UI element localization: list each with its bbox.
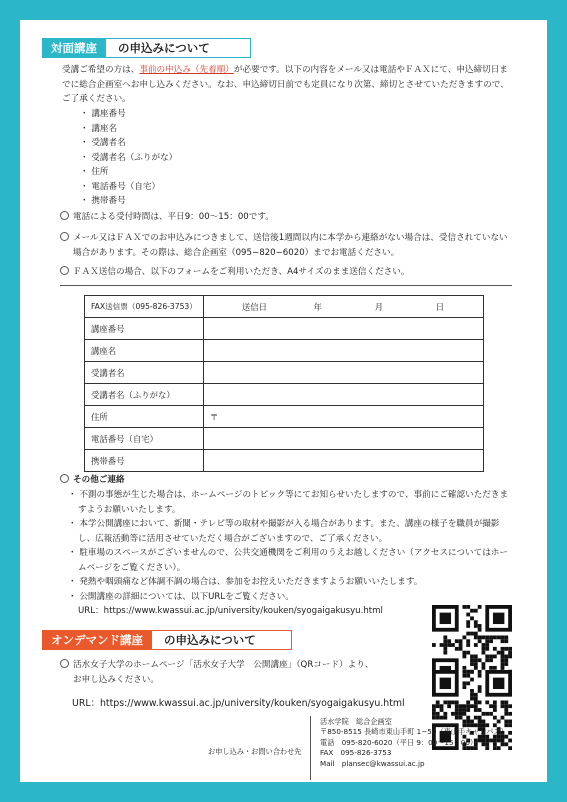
year-label: 年 xyxy=(313,301,323,312)
contact-address: 〒850-8515 長崎市東山手町 1−50（東山手キャンパス） xyxy=(320,727,508,737)
on-demand-line-2: お申し込みください。 xyxy=(73,674,159,685)
row-label: 講座番号 xyxy=(85,318,204,340)
divider xyxy=(60,285,512,286)
intro-highlight: 事前の申込み（先着順） xyxy=(139,65,234,75)
other-notices xyxy=(68,488,512,619)
section-header-in-person xyxy=(42,38,251,58)
row-label: 住所 xyxy=(85,406,204,428)
circle-bullet-icon xyxy=(60,659,69,668)
contact-info xyxy=(320,717,508,769)
list-item: ・ 講座名 xyxy=(80,122,177,137)
table-row xyxy=(85,362,484,384)
day-label: 日 xyxy=(435,301,445,312)
contact-mail[interactable]: Mail plansec@kwassui.ac.jp xyxy=(320,758,425,768)
section-title: の申込みについて xyxy=(106,38,251,58)
field-course-number[interactable] xyxy=(203,318,483,340)
note-text: ＦＡＸ送信の場合、以下のフォームをご利用いただき、A4サイズのまま送信ください。 xyxy=(73,267,410,277)
on-demand-text xyxy=(60,658,440,687)
row-label: 電話番号（自宅） xyxy=(85,428,204,450)
note-1 xyxy=(60,210,512,225)
details-url-link[interactable]: URL：https://www.kwassui.ac.jp/university/kouken/syogaigakusyu.html xyxy=(78,606,383,616)
table-row xyxy=(85,340,484,362)
section-tag: 対面講座 xyxy=(42,38,106,58)
list-item: ・ 住所 xyxy=(80,165,177,180)
document-sheet xyxy=(20,20,547,782)
fax-header-label: FAX送信票（095-826-3753） xyxy=(85,296,204,318)
list-item: ・ 講座番号 xyxy=(80,107,177,122)
footer-divider xyxy=(310,716,311,780)
required-items-list xyxy=(80,107,177,209)
field-address[interactable] xyxy=(203,406,483,428)
table-row xyxy=(85,428,484,450)
circle-bullet-icon xyxy=(60,474,69,483)
list-item: ・ 受講者名（ふりがな） xyxy=(80,151,177,166)
contact-org: 活水学院 総合企画室 xyxy=(320,717,392,726)
month-label: 月 xyxy=(374,301,384,312)
circle-bullet-icon xyxy=(60,211,69,220)
fax-form-table xyxy=(84,295,484,472)
contact-tel: 電話 095-820-6020（平日 9：00〜15：00） xyxy=(320,737,478,747)
circle-bullet-icon xyxy=(60,266,69,275)
note-3 xyxy=(60,265,512,280)
table-row xyxy=(85,406,484,428)
field-course-name[interactable] xyxy=(203,340,483,362)
row-label: 携帯番号 xyxy=(85,450,204,472)
intro-after: が必要です。以下の内容をメール又は電話やＦＡＸにて、申込締切日までに総合企画室へお申し込みください。なお、申込締切日前でも定員になり次第、締切とさせていただきますので、ご了承ください。 xyxy=(62,65,509,104)
on-demand-url-link[interactable]: URL：https://www.kwassui.ac.jp/university/kouken/syogaigakusyu.html xyxy=(72,698,405,709)
send-date-label: 送信日 xyxy=(241,301,267,312)
field-mobile-phone[interactable] xyxy=(203,450,483,472)
list-item: ・ 本学公開講座において、新聞・テレビ等の取材や撮影が入る場合があります。また、講座の様子を職員が撮影し、広報活動等に活用させていただく場合がございますので、ご了承ください。 xyxy=(68,517,512,546)
list-item: ・ 受講者名 xyxy=(80,136,177,151)
contact-label: お申し込み・お問い合わせ先 xyxy=(208,747,302,756)
note-text: 電話による受付時間は、平日9：00〜15：00です。 xyxy=(73,212,274,222)
list-item: ・ 発熱や咽頭痛など体調不調の場合は、参加をお控えいただきますようお願いいたします。 xyxy=(68,575,512,590)
field-home-phone[interactable] xyxy=(203,428,483,450)
intro-before: 受講ご希望の方は、 xyxy=(62,65,140,75)
intro-text xyxy=(62,63,510,107)
other-heading xyxy=(60,473,125,488)
list-item: ・ 電話番号（自宅） xyxy=(80,180,177,195)
list-item: ・ 携帯番号 xyxy=(80,194,177,209)
section-title: の申込みについて xyxy=(152,630,292,650)
row-label: 受講者名 xyxy=(85,362,204,384)
list-item: ・ 不測の事態が生じた場合は、ホームページのトピック等にてお知らせいたしますので、事前にご確認いただきますようお願いいたします。 xyxy=(68,488,512,517)
row-label: 講座名 xyxy=(85,340,204,362)
send-date-cell[interactable] xyxy=(203,296,483,318)
table-row xyxy=(85,450,484,472)
list-item: ・ 公開講座の詳細については、以下URLをご覧ください。 xyxy=(68,590,512,605)
other-heading-text: その他ご連絡 xyxy=(73,475,125,485)
field-attendee-furigana[interactable] xyxy=(203,384,483,406)
circle-bullet-icon xyxy=(60,232,69,241)
on-demand-line-1: 活水女子大学のホームページ「活水女子大学 公開講座」（QRコード）より、 xyxy=(73,660,374,670)
row-label: 受講者名（ふりがな） xyxy=(85,384,204,406)
note-text: メール又はＦＡＸでのお申込みにつきまして、送信後1週間以内に本学から連絡がない場合は、受信されていない場合があります。その際は、総合企画室（095−820−6020）までお電話ください。 xyxy=(73,233,508,258)
table-row xyxy=(85,384,484,406)
section-header-on-demand xyxy=(42,630,292,650)
note-2 xyxy=(60,231,512,260)
section-tag: オンデマンド講座 xyxy=(42,630,152,650)
table-row xyxy=(85,296,484,318)
contact-fax: FAX 095-826-3753 xyxy=(320,748,392,758)
table-row xyxy=(85,318,484,340)
field-attendee-name[interactable] xyxy=(203,362,483,384)
postal-mark: 〒 xyxy=(209,411,219,422)
list-item: ・ 駐車場のスペースがございませんので、公共交通機関をご利用のうえお越しください（アクセスについてはホームページをご覧ください）。 xyxy=(68,546,512,575)
